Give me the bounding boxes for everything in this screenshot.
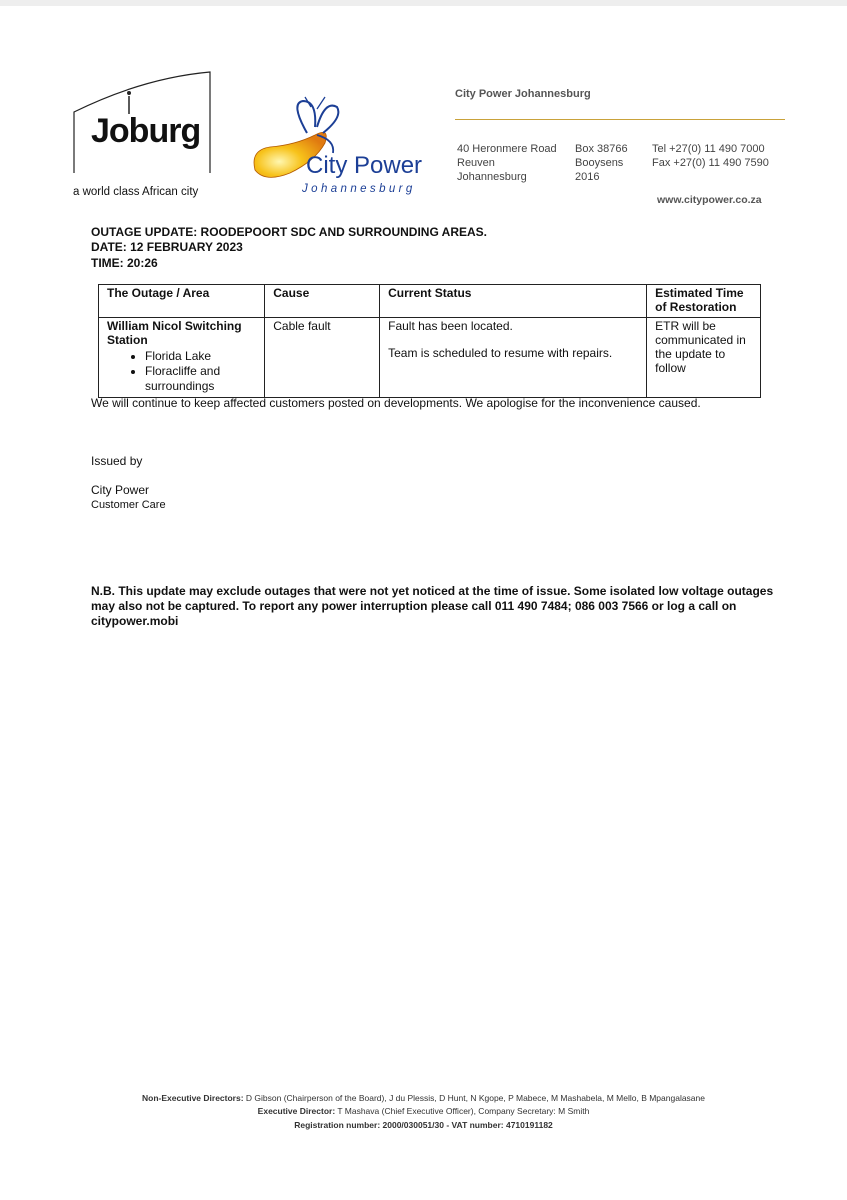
fax-line: Fax +27(0) 11 490 7590 (652, 157, 769, 169)
city-power-logo-name: City Power (306, 152, 423, 179)
list-item: • Florida Lake (145, 349, 256, 364)
document-title: OUTAGE UPDATE: ROODEPOORT SDC AND SURROUNDING AREAS. (91, 225, 488, 239)
cell-cause: Cable fault (265, 318, 380, 398)
contact-numbers (652, 142, 769, 170)
city-power-logo-sub: Johannesburg (302, 183, 416, 195)
footer-registration (0, 1120, 847, 1130)
outage-table (98, 284, 761, 398)
header-etr: Estimated Time of Restoration (647, 285, 761, 318)
issuer-dept: Customer Care (91, 499, 166, 511)
address-line: 40 Heronmere Road (457, 143, 557, 155)
issuer-org: City Power (91, 483, 150, 497)
street-address (457, 142, 557, 184)
cell-etr: ETR will be communicated in the update to follow (647, 318, 761, 398)
footer-exec (0, 1106, 847, 1116)
address-line: Reuven (457, 157, 495, 169)
joburg-logo (73, 70, 211, 174)
cell-status (380, 318, 647, 398)
document-date: DATE: 12 FEBRUARY 2023 (91, 240, 243, 254)
cell-area (99, 318, 265, 398)
footer-registration-text: Registration number: 2000/030051/30 - VAT number: 4710191182 (294, 1120, 553, 1130)
header-area: The Outage / Area (99, 285, 265, 318)
table-row (99, 318, 761, 398)
box-line: Booysens (575, 157, 624, 169)
table-header-row (99, 285, 761, 318)
footer-exec-text: T Mashava (Chief Executive Officer), Company Secretary: M Smith (337, 1106, 590, 1116)
nb-disclaimer: N.B. This update may exclude outages that were not yet noticed at the time of issue. Some isolated low voltage outages may also not be captured. To report any power interruption please call 011 490 7484; 086 003 7566 or log a call on citypower.mobi (91, 584, 774, 628)
document-time: TIME: 20:26 (91, 256, 158, 270)
top-bar (0, 0, 847, 6)
notice-text: We will continue to keep affected customers posted on developments. We apologise for the inconvenience caused. (91, 396, 701, 410)
tel-line: Tel +27(0) 11 490 7000 (652, 143, 765, 155)
status-line: Fault has been located. (388, 319, 513, 333)
footer-non-exec-text: D Gibson (Chairperson of the Board), J du Plessis, D Hunt, N Kgope, P Mabece, M Mashabela, M Mello, B Mpangalasane (245, 1093, 705, 1103)
header-cause: Cause (265, 285, 380, 318)
footer-non-exec (0, 1093, 847, 1103)
header-divider (455, 119, 785, 120)
footer-non-exec-label: Non-Executive Directors: (141, 1093, 244, 1103)
area-list (107, 349, 256, 394)
box-line: Box 38766 (575, 143, 628, 155)
joburg-tagline: a world class African city (73, 186, 199, 198)
issued-by-label: Issued by (91, 454, 143, 468)
footer-exec-label: Executive Director: (257, 1106, 336, 1116)
box-line: 2016 (575, 171, 600, 183)
company-name: City Power Johannesburg (455, 88, 591, 100)
header-status: Current Status (380, 285, 647, 318)
joburg-logo-word: Joburg (91, 112, 201, 150)
postal-address (575, 142, 628, 184)
website-link[interactable]: www.citypower.co.za (657, 194, 762, 206)
status-line: Team is scheduled to resume with repairs. (388, 346, 613, 360)
list-item: • Floracliffe and surroundings (145, 364, 256, 394)
address-line: Johannesburg (457, 171, 527, 183)
area-name: William Nicol Switching Station (107, 319, 242, 347)
